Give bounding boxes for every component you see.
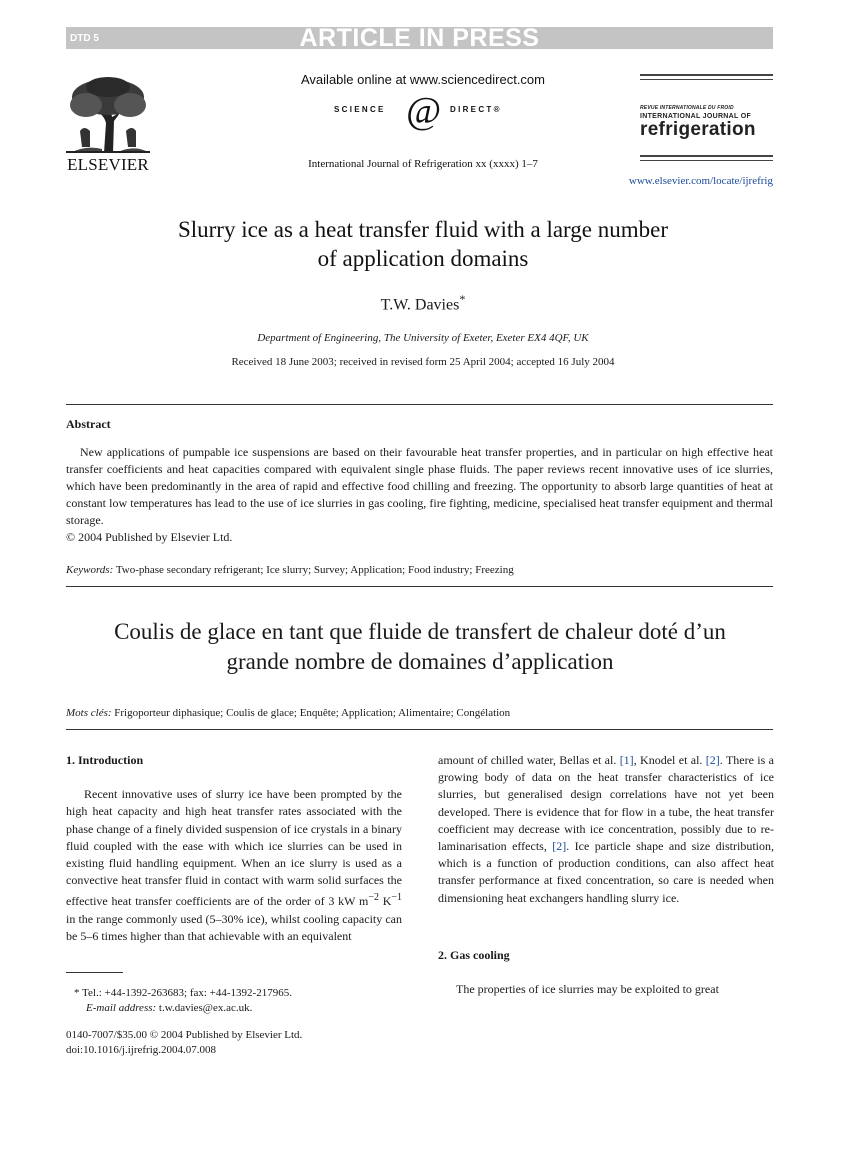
affiliation: Department of Engineering, The University of Exeter, Exeter EX4 4QF, UK	[257, 332, 589, 344]
cont-text-d: . Ice particle shape and size distribution, which is a function of production conditions, can also affect heat transfer performance at fixed concentration, so care is needed when dimensioning heat exchangers handling slurry ice.	[438, 839, 775, 905]
intro-text-b: in the range commonly used (5–30% ice), whilst cooling capacity can be 5–6 times higher than that achievable with an equivalent	[66, 911, 402, 943]
french-title	[0, 617, 840, 677]
citation-link[interactable]: [1]	[619, 753, 634, 767]
title-line-2: of application domains	[317, 246, 529, 271]
mots-cles-text: Frigoporteur diphasique; Coulis de glace; Enquête; Application; Alimentaire; Congélation	[114, 707, 511, 719]
keywords-text: Two-phase secondary refrigerant; Ice slurry; Survey; Application; Food industry; Freezing	[115, 564, 514, 576]
french-title-line-1: Coulis de glace en tant que fluide de transfert de chaleur doté d’un	[114, 619, 726, 644]
left-column	[66, 752, 402, 945]
intro-continuation	[438, 752, 774, 907]
elsevier-tree-icon	[66, 75, 150, 155]
science-word: SCIENCE	[334, 105, 386, 114]
available-online-text: Available online at www.sciencedirect.com	[301, 72, 545, 87]
citation-link[interactable]: [2]	[552, 839, 567, 854]
received-dates: Received 18 June 2003; received in revised form 25 April 2004; accepted 16 July 2004	[231, 356, 615, 368]
right-column	[438, 752, 774, 998]
title-line-1: Slurry ice as a heat transfer fluid with a large number	[177, 217, 669, 242]
footnote-rule	[66, 972, 123, 973]
section-heading-gas-cooling: 2. Gas cooling	[438, 947, 510, 962]
abstract-text: New applications of pumpable ice suspensions are based on their favourable heat transfer properties, and in particular on high effective heat transfer coefficients and heat capacities compared with equivalent single phase fluids. The paper reviews recent innovative uses of ice slurries, which have been predominantly in the area of rapid and effective food chilling and freezing. The opportunity to absorb large quantities of heat at constant low temperatures has lead to the use of ice slurries in gas cooling, fire fighting, medicine, specialised heat transfer equipment and thermal storage.	[66, 445, 773, 527]
article-title	[0, 215, 846, 273]
journal-logo	[640, 74, 773, 164]
sciencedirect-logo	[334, 92, 514, 132]
journal-logo-line2: INTERNATIONAL JOURNAL OF	[640, 113, 752, 120]
keywords	[66, 564, 773, 576]
journal-logo-line1: REVUE INTERNATIONALE DU FROID	[640, 105, 734, 111]
logo-rule	[640, 74, 773, 76]
author-name: T.W. Davies	[380, 296, 460, 314]
abstract-heading: Abstract	[66, 417, 111, 431]
direct-word	[450, 105, 502, 114]
intro-text-a: Recent innovative uses of slurry ice have been prompted by the high heat capacity and high heat transfer rates associated with the phase change of a finely divided suspension of ice crystals in a binary fluid coupled with the ease with which ice slurries can be used in existing fluid handling equipment. When an ice slurry is used as a convective heat transfer fluid in contact with warm solid surfaces the effective heat transfer coefficients are of the order of 3 kW m	[66, 787, 402, 909]
mots-cles	[66, 707, 773, 719]
abstract-copyright: © 2004 Published by Elsevier Ltd.	[66, 530, 233, 544]
article-in-press-banner	[66, 24, 773, 52]
logo-rule	[640, 155, 773, 157]
section-heading-introduction: 1. Introduction	[66, 753, 144, 767]
banner-title: ARTICLE IN PRESS	[299, 24, 540, 52]
gas-cooling-paragraph: The properties of ice slurries may be exploited to great	[456, 982, 719, 997]
unit-exponent: −1	[391, 892, 402, 904]
abstract-body	[66, 444, 773, 546]
citation-link[interactable]: [2]	[705, 753, 720, 767]
email-label: E-mail address:	[86, 1002, 157, 1014]
french-title-line-2: grande nombre de domaines d’application	[226, 649, 614, 674]
dtd-tag: DTD 5	[70, 33, 99, 44]
doi-line: doi:10.1016/j.ijrefrig.2004.07.008	[66, 1044, 217, 1056]
registered-mark: ®	[493, 105, 502, 114]
divider	[66, 404, 773, 405]
article-identifiers	[66, 1028, 402, 1058]
mots-cles-label: Mots clés:	[66, 707, 112, 719]
direct-text: DIRECT	[450, 105, 494, 114]
journal-logo-line3: refrigeration	[640, 119, 756, 140]
footnote-email	[66, 1001, 402, 1016]
keywords-label: Keywords:	[66, 564, 114, 576]
journal-url-link[interactable]: www.elsevier.com/locate/ijrefrig	[628, 175, 773, 187]
cont-text-a: amount of chilled water, Bellas et al.	[438, 753, 620, 767]
unit-exponent: −2	[368, 892, 379, 904]
logo-rule	[640, 79, 773, 81]
at-icon: @	[406, 90, 441, 132]
publisher-name: ELSEVIER	[67, 155, 149, 174]
logo-rule	[640, 160, 773, 162]
author-footnote-mark[interactable]: *	[459, 292, 466, 306]
divider	[66, 729, 773, 730]
journal-reference: International Journal of Refrigeration xx (xxxx) 1–7	[308, 158, 538, 170]
intro-paragraph	[66, 786, 402, 945]
unit-kelvin: K	[378, 894, 392, 909]
footnote-contact: * Tel.: +44-1392-263683; fax: +44-1392-217965.	[74, 987, 292, 999]
email-link[interactable]: t.w.davies@ex.ac.uk.	[158, 1002, 253, 1014]
divider	[66, 586, 773, 587]
cont-text-c: . There is a growing body of data on the heat transfer characteristics of ice slurries, but generalised design correlations have not yet been developed. There is evidence that for flow in a tube, the heat transfer coefficient may decrease with ice concentration, possibly due to re-laminarisation effects,	[438, 753, 774, 854]
cont-text-b: , Knodel et al.	[633, 753, 706, 767]
footnote	[66, 986, 402, 1016]
issn-line: 0140-7007/$35.00 © 2004 Published by Elsevier Ltd.	[66, 1029, 303, 1041]
author	[0, 292, 846, 314]
